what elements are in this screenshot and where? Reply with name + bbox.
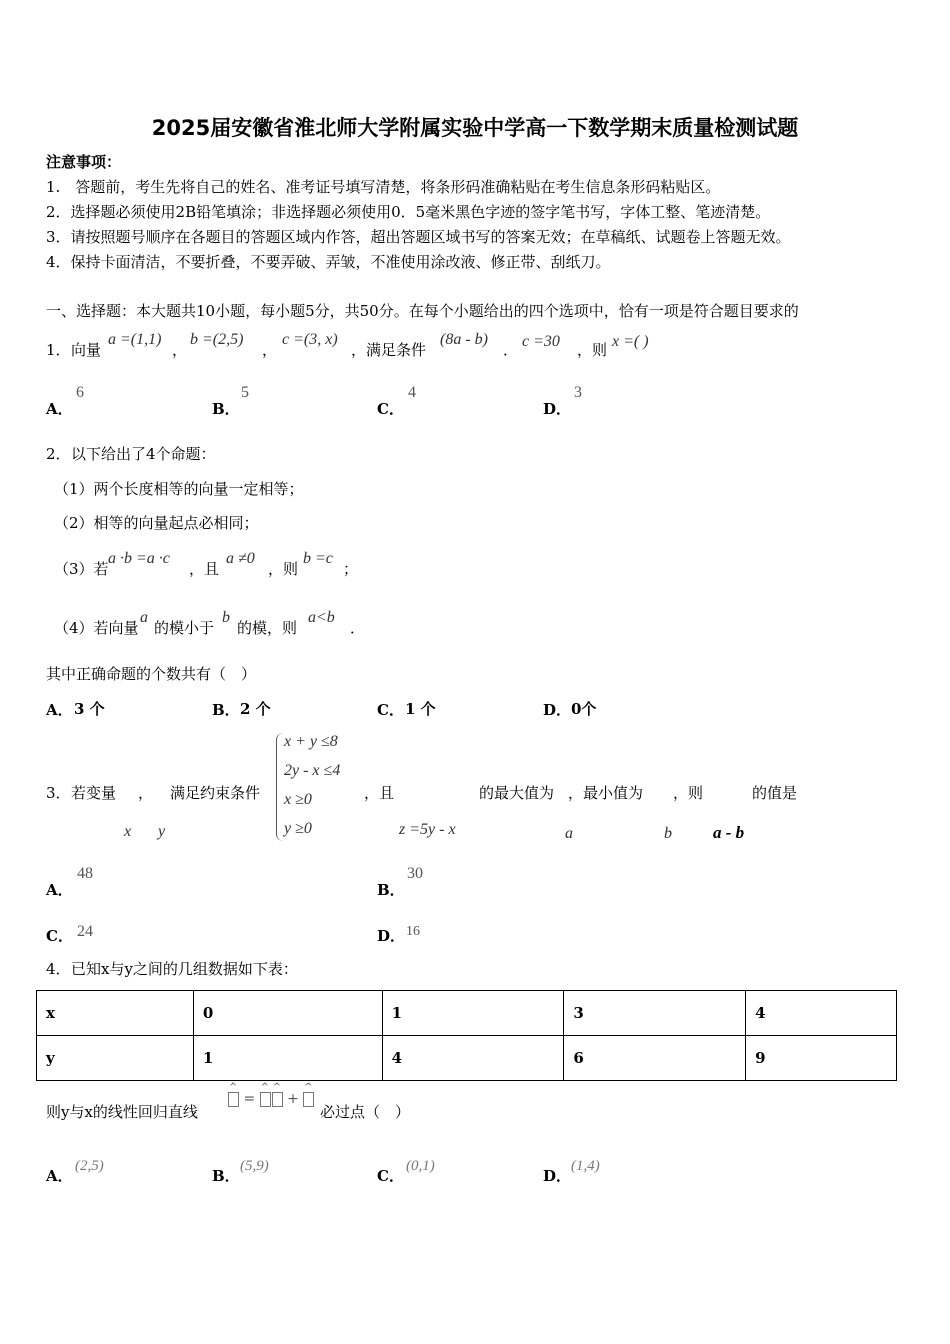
q3-option-a-label[interactable]: A． xyxy=(46,881,73,899)
table-cell: 1 xyxy=(382,991,564,1036)
q3-option-b-label[interactable]: B． xyxy=(377,881,405,899)
q3-a-minus-b: a - b xyxy=(713,823,745,842)
page-title: 2025届安徽省淮北师大学附属实验中学高一下数学期末质量检测试题 xyxy=(151,116,799,140)
table-cell: 9 xyxy=(746,1036,897,1081)
q3-var-a: a xyxy=(565,825,573,842)
q1-option-b-value[interactable]: 5 xyxy=(241,384,249,401)
q3-text-3: 满足约束条件 xyxy=(170,784,261,802)
q4-text-1: 则y与x的线性回归直线 xyxy=(46,1103,198,1121)
q4-number: 4． xyxy=(46,960,71,978)
q3-option-d-value[interactable]: 16 xyxy=(406,924,420,939)
q4-option-c-value[interactable]: (0,1) xyxy=(406,1158,435,1174)
notice-heading: 注意事项： xyxy=(46,153,122,171)
q2-p4-math-1: a xyxy=(140,609,148,626)
q2-option-b-value[interactable]: 2 个 xyxy=(240,700,271,718)
q2-p3-text-1: （3）若 xyxy=(54,560,109,578)
table-cell: 1 xyxy=(193,1036,382,1081)
q1-text-3: ，则 xyxy=(577,341,608,359)
q4-equals: = xyxy=(243,1091,256,1107)
q4-option-b-value[interactable]: (5,9) xyxy=(240,1158,269,1174)
q1-number: 1． xyxy=(46,341,71,359)
section-heading: 一、选择题：本大题共10小题，每小题5分，共50分。在每个小题给出的四个选项中，恰有一项是符合题目要求的 xyxy=(46,302,799,320)
q1-condition: (8a - b) xyxy=(440,331,488,348)
q4-regression-equation xyxy=(228,1091,314,1107)
y-hat-symbol xyxy=(228,1092,239,1107)
q3-option-b-value[interactable]: 30 xyxy=(407,865,423,882)
q4-option-c-label[interactable]: C． xyxy=(377,1167,404,1185)
q2-p3-text-3: ，则 xyxy=(268,560,299,578)
q2-p4-text-2: 的模小于 xyxy=(154,619,215,637)
q1-unknown: x =( ) xyxy=(612,333,649,350)
q2-option-b-label[interactable]: B． xyxy=(212,701,240,719)
q3-text-7: ，则 xyxy=(673,784,704,802)
q2-option-d-label[interactable]: D． xyxy=(543,701,572,719)
q2-stem: 以下给出了4个命题： xyxy=(71,445,216,463)
q4-option-b-label[interactable]: B． xyxy=(212,1167,240,1185)
q1-vector-c: c =(3, x) xyxy=(282,331,338,348)
q1-value: c =30 xyxy=(522,333,560,350)
q1-text-2: ，满足条件 xyxy=(351,341,427,359)
x-symbol xyxy=(272,1092,283,1107)
q3-number: 3． xyxy=(46,784,71,802)
q2-question: 其中正确命题的个数共有（ ） xyxy=(46,665,257,683)
q2-proposition-1: （1）两个长度相等的向量一定相等； xyxy=(54,480,304,498)
table-cell: 6 xyxy=(564,1036,746,1081)
q1-option-c-value[interactable]: 4 xyxy=(408,384,416,401)
q3-option-c-value[interactable]: 24 xyxy=(77,923,93,940)
q2-p4-text-1: （4）若向量 xyxy=(54,619,139,637)
q1-sep-1: ， xyxy=(172,341,188,359)
q3-text-1: 若变量 xyxy=(71,784,117,802)
q3-text-2: ， xyxy=(138,784,154,802)
b-hat-symbol xyxy=(260,1092,271,1107)
q4-option-a-label[interactable]: A． xyxy=(46,1167,73,1185)
q1-option-a-value[interactable]: 6 xyxy=(76,384,84,401)
q1-dot: ． xyxy=(503,341,519,359)
q2-p3-text-4: ； xyxy=(343,560,359,578)
q3-option-c-label[interactable]: C． xyxy=(46,927,73,945)
q1-option-c-label[interactable]: C． xyxy=(377,400,404,418)
q2-p4-text-3: 的模，则 xyxy=(237,619,298,637)
q3-option-a-value[interactable]: 48 xyxy=(77,865,93,882)
table-row xyxy=(37,1036,897,1081)
table-cell: x xyxy=(37,991,194,1036)
q3-var-x: x xyxy=(124,823,132,840)
q1-vector-b: b =(2,5) xyxy=(190,331,244,348)
table-cell: 4 xyxy=(746,991,897,1036)
table-cell: 3 xyxy=(564,991,746,1036)
notice-item-1: 1. 答题前，考生先将自己的姓名、准考证号填写清楚，将条形码准确粘贴在考生信息条形码粘贴区。 xyxy=(46,178,721,196)
q2-p4-math-2: b xyxy=(222,609,230,626)
q1-sep-2: ， xyxy=(262,341,278,359)
q2-p4-text-4: ． xyxy=(350,619,366,637)
q3-text-8: 的值是 xyxy=(752,784,798,802)
q2-proposition-2: （2）相等的向量起点必相同； xyxy=(54,514,259,532)
table-cell: 0 xyxy=(193,991,382,1036)
q2-p3-math-3: b =c xyxy=(303,550,333,567)
q3-constraint-3: x ≥0 xyxy=(284,791,312,808)
q3-text-5: 的最大值为 xyxy=(479,784,555,802)
table-cell: y xyxy=(37,1036,194,1081)
q3-var-b: b xyxy=(664,825,672,842)
q4-stem: 已知x与y之间的几组数据如下表： xyxy=(71,960,298,978)
q2-option-a-label[interactable]: A． xyxy=(46,701,73,719)
q2-p3-math-2: a ≠0 xyxy=(226,550,255,567)
q1-option-d-value[interactable]: 3 xyxy=(574,384,582,401)
a-hat-symbol xyxy=(303,1092,314,1107)
q3-text-6: ，最小值为 xyxy=(568,784,644,802)
q2-option-c-value[interactable]: 1 个 xyxy=(405,700,436,718)
q1-option-a-label[interactable]: A． xyxy=(46,400,73,418)
q2-option-a-value[interactable]: 3 个 xyxy=(74,700,105,718)
q3-text-4: ，且 xyxy=(364,784,395,802)
q2-number: 2． xyxy=(46,445,71,463)
table-row xyxy=(37,991,897,1036)
q2-p3-text-2: ，且 xyxy=(189,560,220,578)
notice-item-3: 3．请按照题号顺序在各题目的答题区域内作答，超出答题区域书写的答案无效；在草稿纸、试题卷上答题无效。 xyxy=(46,228,791,246)
notice-item-2: 2．选择题必须使用2B铅笔填涂；非选择题必须使用0．5毫米黑色字迹的签字笔书写，字体工整、笔迹清楚。 xyxy=(46,203,771,221)
q4-option-d-label[interactable]: D． xyxy=(543,1167,572,1185)
q3-objective: z =5y - x xyxy=(399,821,456,838)
table-cell: 4 xyxy=(382,1036,564,1081)
q2-p3-math-1: a ·b =a ·c xyxy=(108,550,170,567)
q3-var-y: y xyxy=(158,823,166,840)
q4-option-d-value[interactable]: (1,4) xyxy=(571,1158,600,1174)
q1-vector-a: a =(1,1) xyxy=(108,331,162,348)
q1-option-b-label[interactable]: B． xyxy=(212,400,240,418)
q4-data-table xyxy=(36,990,897,1081)
q4-text-2: 必过点（ ） xyxy=(320,1103,411,1121)
q3-constraint-4: y ≥0 xyxy=(284,820,312,837)
q3-constraint-2: 2y - x ≤4 xyxy=(284,762,341,779)
q3-constraint-brace xyxy=(276,733,283,841)
q3-option-d-label[interactable]: D． xyxy=(377,927,406,945)
q4-option-a-value[interactable]: (2,5) xyxy=(75,1158,104,1174)
q2-option-c-label[interactable]: C． xyxy=(377,701,404,719)
q2-p4-math-3: a<b xyxy=(308,609,335,626)
q1-option-d-label[interactable]: D． xyxy=(543,400,572,418)
q2-option-d-value[interactable]: 0个 xyxy=(571,700,597,718)
q1-text-1: 向量 xyxy=(71,341,102,359)
notice-item-4: 4．保持卡面清洁，不要折叠，不要弄破、弄皱，不准使用涂改液、修正带、刮纸刀。 xyxy=(46,253,611,271)
q3-constraint-1: x + y ≤8 xyxy=(284,733,338,750)
q4-plus: + xyxy=(287,1091,299,1107)
